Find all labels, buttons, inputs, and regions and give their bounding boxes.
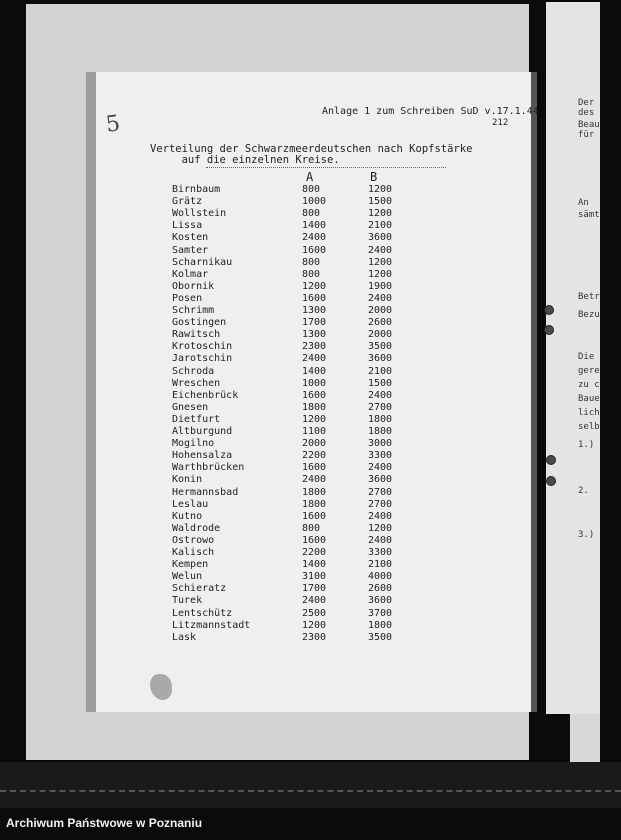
- value-a: 1600: [302, 462, 327, 474]
- district-name: Lask: [172, 631, 197, 643]
- district-name: Grätz: [172, 196, 203, 208]
- district-name: Altburgund: [172, 426, 233, 437]
- value-a: 3100: [302, 571, 327, 583]
- value-a: 800: [302, 184, 321, 195]
- district-name: Mogilno: [172, 438, 215, 450]
- fragment-text: 3.): [578, 530, 595, 540]
- value-a: 1200: [302, 280, 327, 292]
- value-a: 2200: [302, 450, 327, 462]
- value-b: 2600: [368, 583, 393, 595]
- value-a: 1200: [302, 413, 327, 425]
- table-row: [172, 184, 412, 196]
- value-b: 2400: [368, 510, 393, 522]
- table-row: [172, 366, 412, 378]
- table-row: [172, 450, 412, 462]
- district-name: Welun: [172, 571, 203, 583]
- fragment-text: des: [578, 108, 595, 118]
- table-row: [172, 632, 412, 644]
- value-a: 1300: [302, 305, 327, 316]
- table-row: [172, 426, 412, 438]
- value-a: 800: [302, 268, 321, 280]
- district-name: Scharnikau: [172, 256, 233, 268]
- fragment-text: gere: [578, 366, 600, 376]
- film-border: [0, 762, 621, 808]
- page-number-mark: 5: [104, 111, 122, 138]
- value-b: 3600: [368, 474, 393, 486]
- district-name: Krotoschin: [172, 341, 233, 353]
- value-a: 2000: [302, 438, 327, 450]
- value-a: 2400: [302, 595, 327, 607]
- table-row: [172, 499, 412, 511]
- table-row: [172, 571, 412, 583]
- page-title: Verteilung der Schwarzmeerdeutschen nach Kopfstärke auf die einzelnen Kreise.: [150, 143, 473, 166]
- value-b: 1500: [368, 196, 393, 208]
- value-a: 1700: [302, 583, 327, 595]
- value-b: 2700: [368, 486, 393, 498]
- fragment-text: zu c: [578, 380, 600, 390]
- value-a: 2400: [302, 232, 327, 244]
- table-row: [172, 281, 412, 293]
- value-b: 1200: [368, 184, 393, 195]
- district-name: Gnesen: [172, 401, 209, 413]
- document-header: [322, 106, 539, 128]
- film-edge-line: [0, 790, 621, 792]
- value-b: 2700: [368, 401, 393, 413]
- value-a: 1600: [302, 244, 327, 256]
- table-row: [172, 620, 412, 632]
- value-a: 2400: [302, 474, 327, 486]
- value-a: 1800: [302, 401, 327, 413]
- district-name: Kosten: [172, 232, 209, 244]
- fragment-text: Bezu: [578, 310, 600, 320]
- value-b: 1200: [368, 268, 393, 280]
- district-name: Waldrode: [172, 522, 221, 534]
- value-b: 1800: [368, 426, 393, 437]
- table-row: [172, 378, 412, 390]
- district-name: Schrimm: [172, 305, 215, 316]
- table-row: [172, 402, 412, 414]
- value-a: 1400: [302, 559, 327, 571]
- value-b: 2600: [368, 317, 393, 329]
- value-b: 1800: [368, 619, 393, 631]
- value-a: 2200: [302, 547, 327, 558]
- column-header-b: B: [370, 170, 378, 184]
- value-b: 2400: [368, 534, 393, 546]
- value-b: 3600: [368, 353, 393, 365]
- table-row: [172, 232, 412, 244]
- value-a: 2400: [302, 353, 327, 365]
- value-a: 2300: [302, 341, 327, 353]
- value-b: 4000: [368, 571, 393, 583]
- district-name: Litzmannstadt: [172, 619, 251, 631]
- table-row: [172, 390, 412, 402]
- fragment-text: selb: [578, 422, 600, 432]
- fragment-text: 2.: [578, 486, 589, 496]
- header-reference: Anlage 1 zum Schreiben SuD v.17.1.44: [322, 106, 539, 117]
- district-name: Eichenbrück: [172, 389, 239, 401]
- district-name: Leslau: [172, 498, 209, 510]
- table-row: [172, 269, 412, 281]
- value-a: 1800: [302, 486, 327, 498]
- district-name: Hermannsbad: [172, 486, 239, 498]
- right-page-edge: [570, 714, 600, 762]
- table-row: [172, 341, 412, 353]
- value-b: 3300: [368, 547, 393, 558]
- value-b: 2000: [368, 329, 393, 341]
- district-name: Wreschen: [172, 377, 221, 389]
- value-b: 1200: [368, 522, 393, 534]
- value-b: 3500: [368, 341, 393, 353]
- value-b: 1200: [368, 256, 393, 268]
- district-name: Lissa: [172, 220, 203, 232]
- column-header-a: A: [306, 170, 314, 184]
- table-row: [172, 608, 412, 620]
- value-b: 3300: [368, 450, 393, 462]
- table-row: [172, 535, 412, 547]
- title-underline: [206, 167, 446, 168]
- binder-rivet: [546, 476, 556, 486]
- value-b: 2400: [368, 244, 393, 256]
- district-name: Posen: [172, 292, 203, 304]
- table-row: [172, 220, 412, 232]
- table-row: [172, 208, 412, 220]
- header-sub-number: 212: [492, 118, 509, 128]
- value-a: 1000: [302, 377, 327, 389]
- value-a: 1400: [302, 365, 327, 377]
- table-row: [172, 245, 412, 257]
- right-page-fragment: [546, 2, 600, 714]
- value-a: 2500: [302, 607, 327, 619]
- value-a: 800: [302, 208, 321, 220]
- fragment-text: sämt: [578, 210, 600, 220]
- value-b: 3600: [368, 232, 393, 244]
- district-name: Birnbaum: [172, 184, 221, 195]
- table-row: [172, 547, 412, 559]
- district-name: Kalisch: [172, 547, 215, 558]
- district-name: Jarotschin: [172, 353, 233, 365]
- district-name: Ostrowo: [172, 534, 215, 546]
- district-name: Hohensalza: [172, 450, 233, 462]
- value-a: 1400: [302, 220, 327, 232]
- fragment-text: für: [578, 130, 595, 140]
- fragment-text: Die: [578, 352, 595, 362]
- binder-rivet: [546, 455, 556, 465]
- document-page: [86, 72, 537, 712]
- district-name: Kutno: [172, 510, 203, 522]
- district-name: Turek: [172, 595, 203, 607]
- table-row: [172, 511, 412, 523]
- value-b: 3600: [368, 595, 393, 607]
- table-row: [172, 438, 412, 450]
- value-b: 1900: [368, 280, 393, 292]
- fragment-text: lich: [578, 408, 600, 418]
- table-row: [172, 293, 412, 305]
- fragment-text: 1.): [578, 440, 595, 450]
- district-name: Dietfurt: [172, 413, 221, 425]
- table-row: [172, 487, 412, 499]
- district-name: Gostingen: [172, 317, 227, 329]
- value-a: 1600: [302, 534, 327, 546]
- table-row: [172, 595, 412, 607]
- table-row: [172, 523, 412, 535]
- binder-rivet: [544, 305, 554, 315]
- district-name: Konin: [172, 474, 203, 486]
- fragment-text: Beau: [578, 120, 600, 130]
- value-b: 2400: [368, 292, 393, 304]
- value-a: 2300: [302, 631, 327, 643]
- value-b: 2100: [368, 365, 393, 377]
- table-row: [172, 305, 412, 317]
- page-edge-shadow: [86, 72, 96, 712]
- table-row: [172, 257, 412, 269]
- fragment-text: Betr: [578, 292, 600, 302]
- value-b: 1200: [368, 208, 393, 220]
- table-row: [172, 559, 412, 571]
- value-a: 1800: [302, 498, 327, 510]
- value-b: 3500: [368, 631, 393, 643]
- table-row: [172, 462, 412, 474]
- district-name: Kolmar: [172, 268, 209, 280]
- archive-credit: Archiwum Państwowe w Poznaniu: [6, 816, 203, 830]
- district-name: Schieratz: [172, 583, 227, 595]
- value-a: 1100: [302, 426, 327, 437]
- table-row: [172, 317, 412, 329]
- table-row: [172, 474, 412, 486]
- table-row: [172, 583, 412, 595]
- table-row: [172, 329, 412, 341]
- value-a: 1200: [302, 619, 327, 631]
- district-name: Kempen: [172, 559, 209, 571]
- value-a: 800: [302, 256, 321, 268]
- value-b: 1800: [368, 413, 393, 425]
- district-name: Wollstein: [172, 208, 227, 220]
- table-row: [172, 196, 412, 208]
- district-name: Lentschütz: [172, 607, 233, 619]
- value-b: 2100: [368, 559, 393, 571]
- value-a: 1600: [302, 510, 327, 522]
- value-a: 800: [302, 522, 321, 534]
- fragment-text: Der: [578, 98, 595, 108]
- binder-rivet: [544, 325, 554, 335]
- value-a: 1300: [302, 329, 327, 341]
- district-name: Schroda: [172, 365, 215, 377]
- district-name: Obornik: [172, 280, 215, 292]
- district-name: Samter: [172, 244, 209, 256]
- value-b: 2000: [368, 305, 393, 316]
- value-b: 2400: [368, 462, 393, 474]
- value-b: 3700: [368, 607, 393, 619]
- value-b: 1500: [368, 377, 393, 389]
- fragment-text: An: [578, 198, 589, 208]
- value-a: 1600: [302, 389, 327, 401]
- district-name: Rawitsch: [172, 329, 221, 341]
- table-row: [172, 414, 412, 426]
- value-a: 1600: [302, 292, 327, 304]
- value-b: 3000: [368, 438, 393, 450]
- value-a: 1700: [302, 317, 327, 329]
- district-name: Warthbrücken: [172, 462, 245, 474]
- value-b: 2400: [368, 389, 393, 401]
- ink-smudge: [150, 674, 172, 700]
- value-b: 2700: [368, 498, 393, 510]
- value-a: 1000: [302, 196, 327, 208]
- table-row: [172, 353, 412, 365]
- value-b: 2100: [368, 220, 393, 232]
- fragment-text: Baue: [578, 394, 600, 404]
